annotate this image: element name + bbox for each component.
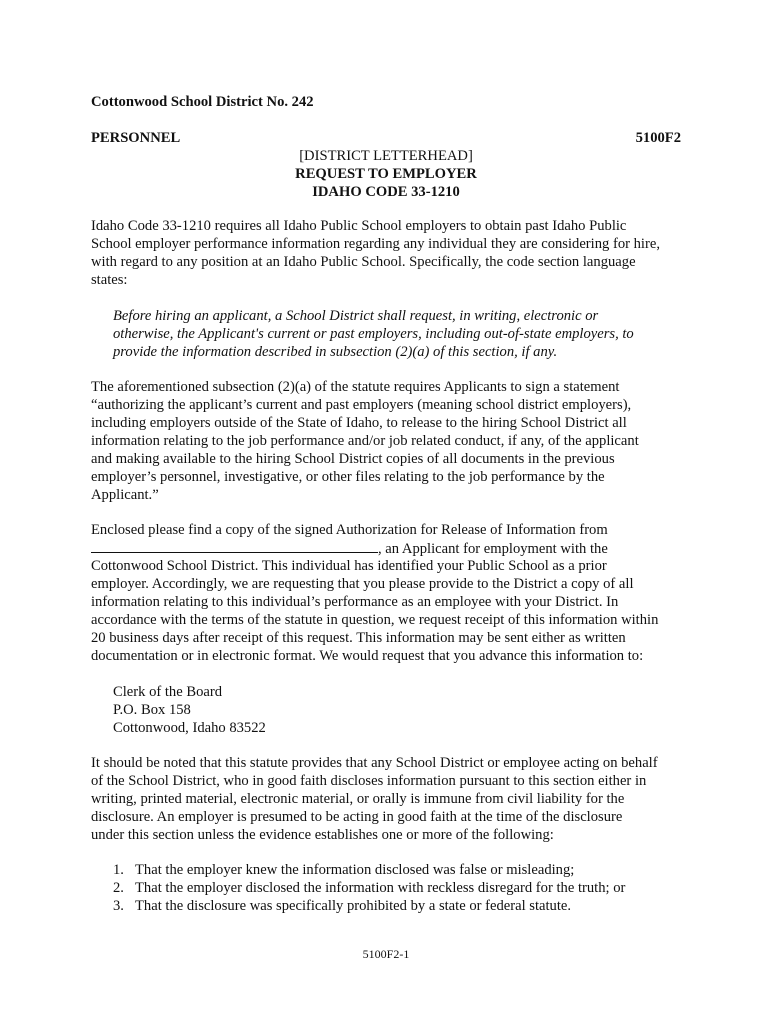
list-number: 2. [113,880,124,896]
district-name: Cottonwood School District No. 242 [91,94,314,110]
paragraph-line: The aforementioned subsection (2)(a) of the statute requires Applicants to sign a statement [91,379,620,395]
paragraph-line: of the School District, who in good faith discloses information pursuant to this section either in [91,773,647,789]
list-item: That the employer knew the information disclosed was false or misleading; [135,862,575,878]
list-number: 3. [113,898,124,914]
list-item: That the disclosure was specifically prohibited by a state or federal statute. [135,898,572,914]
paragraph-line: accordance with the terms of the statute in question, we request receipt of this information within [91,612,659,628]
paragraph-line: information relating to the job performance and/or job related conduct, if any, of the applicant [91,433,639,449]
paragraph-line: employer’s personnel, investigative, or other files relating to the job performance by the [91,469,605,485]
paragraph-line: 20 business days after receipt of this request. This information may be sent either as written [91,630,626,646]
document-title: REQUEST TO EMPLOYER [295,166,477,182]
list-number: 1. [113,862,124,878]
paragraph-line: Applicant.” [91,487,159,503]
address-line: Cottonwood, Idaho 83522 [113,720,266,736]
list-item: That the employer disclosed the information with reckless disregard for the truth; or [135,880,626,896]
paragraph-line: states: [91,272,128,288]
paragraph-line: Enclosed please find a copy of the signed Authorization for Release of Information from [91,522,608,538]
quote-line: otherwise, the Applicant's current or past employers, including out-of-state employers, to [113,326,634,342]
address-line: Clerk of the Board [113,684,223,700]
policy-code: 5100F2 [635,130,681,146]
document-subtitle: IDAHO CODE 33-1210 [312,184,460,200]
paragraph-line: information relating to this individual’s performance as an employee with your District. In [91,594,619,610]
letterhead-placeholder: [DISTRICT LETTERHEAD] [299,148,473,164]
quote-line: Before hiring an applicant, a School District shall request, in writing, electronic or [113,308,599,324]
paragraph-line: including employers outside of the State of Idaho, to release to the hiring School District all [91,415,627,431]
paragraph-line: writing, printed material, electronic material, or orally is immune from civil liability for the [91,791,625,807]
paragraph-line: Cottonwood School District. This individual has identified your Public School as a prior [91,558,607,574]
paragraph-line: employer. Accordingly, we are requesting that you please provide to the District a copy of all [91,576,634,592]
page-number: 5100F2-1 [362,947,410,961]
paragraph-line [91,540,608,559]
paragraph-line: with regard to any position at an Idaho Public School. Specifically, the code section language [91,254,636,270]
applicant-name-blank [91,540,378,553]
quote-line: provide the information described in subsection (2)(a) of this section, if any. [113,344,558,360]
paragraph-line: under this section unless the evidence establishes one or more of the following: [91,827,554,843]
paragraph-line: School employer performance information regarding any individual they are considering for hire, [91,236,660,252]
blank-suffix-text: , an Applicant for employment with the [378,541,608,557]
paragraph-line: Idaho Code 33-1210 requires all Idaho Public School employers to obtain past Idaho Public [91,218,627,234]
paragraph-line: disclosure. An employer is presumed to be acting in good faith at the time of the disclosure [91,809,623,825]
address-line: P.O. Box 158 [113,702,191,718]
paragraph-line: It should be noted that this statute provides that any School District or employee acting on behalf [91,755,658,771]
paragraph-line: “authorizing the applicant’s current and past employers (meaning school district employers), [91,397,632,413]
section-label: PERSONNEL [91,130,181,146]
paragraph-line: documentation or in electronic format. We would request that you advance this information to: [91,648,644,664]
paragraph-line: and making available to the hiring School District copies of all documents in the previous [91,451,615,467]
